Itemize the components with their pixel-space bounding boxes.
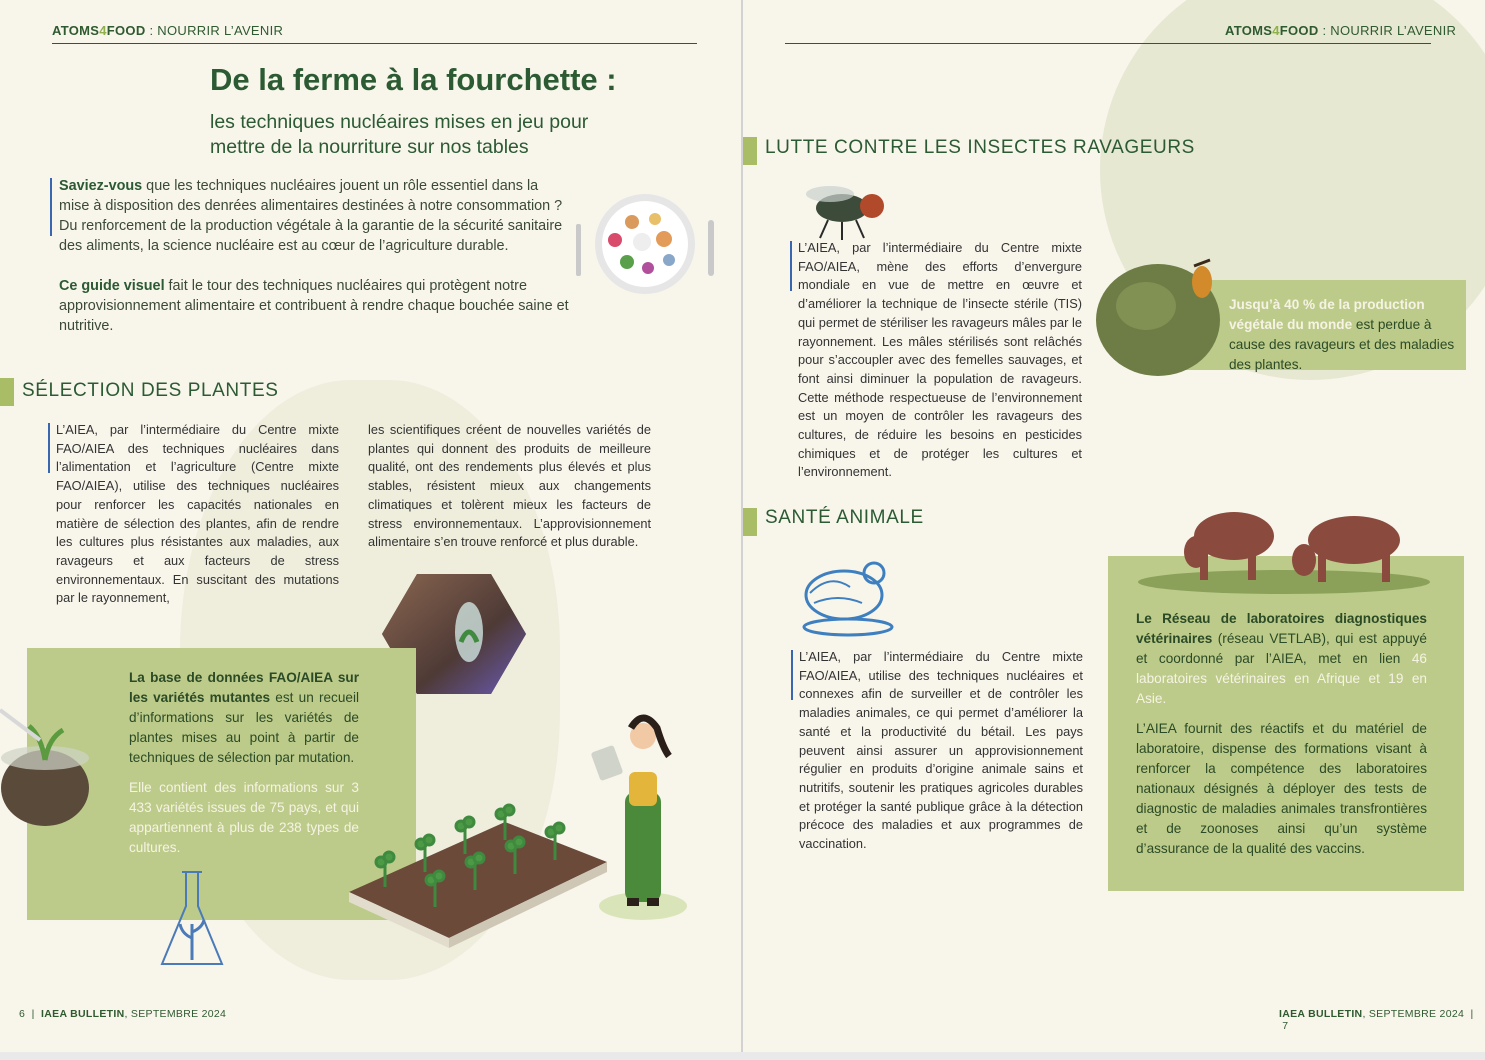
plants-accent-bar [48, 423, 50, 473]
pest-stat-text: Jusqu’à 40 % de la production végétale du monde est perdue à cause des ravageurs et des maladies des plantes. [1229, 297, 1455, 372]
folio-left: 6 | IAEA BULLETIN, SEPTEMBRE 2024 [19, 1008, 227, 1020]
hen-illustration [800, 553, 898, 639]
section-heading-plants: SÉLECTION DES PLANTES [22, 380, 279, 401]
section-heading-insects: LUTTE CONTRE LES INSECTES RAVAGEURS [765, 137, 1195, 158]
folio-right: IAEA BULLETIN, SEPTEMBRE 2024 | 7 [1279, 1008, 1474, 1032]
intro-text: Saviez-vous que les techniques nucléaires jouent un rôle essentiel dans la mise à disposition des denrées alimentaires destinées à notre consommation ? Du renforcement de la production végétale à la garantie de la sécurité sanitaire des aliments, la science nucléaire est au cœur de l’agriculture durable. Ce guide visuel fait le tour des techniques nucléaires qui protègent notre approvisionnement alimentaire et contribuent à rendre chaque bouchée saine et nutritive. [50, 176, 569, 356]
bottom-strip [0, 1052, 1485, 1060]
seedling-jar-illustration [0, 700, 96, 830]
flask-plant-icon [158, 868, 226, 972]
header-rule-left [52, 43, 697, 44]
running-header-left: ATOMS4FOOD : NOURRIR L’AVENIR [52, 23, 284, 38]
fly-illustration [798, 180, 890, 244]
animal-accent-bar [791, 650, 793, 700]
grazing-cows-illustration [1138, 500, 1438, 596]
section-marker-insects [743, 137, 757, 165]
plate-illustration [572, 192, 718, 302]
plants-text-col1: L’AIEA, par l’intermédiaire du Centre mixte FAO/AIEA des techniques nucléaires dans l’alimentation et l’agriculture (Centre mixte FAO/AIEA), utilise des techniques nucléaires pour renforcer les capacités nationales en matière de sélection des plantes, afin de rendre les cultures plus résistantes aux maladies, aux ravageurs et aux facteurs de stress environnementaux. En suscitant des mutations par le rayonnement, [56, 421, 339, 608]
running-header-right: ATOMS4FOOD : NOURRIR L’AVENIR [1225, 23, 1457, 38]
section-marker-plants [0, 378, 14, 406]
section-heading-animal: SANTÉ ANIMALE [765, 507, 924, 528]
plants-text-col2: les scientifiques créent de nouvelles variétés de plantes qui donnent des produits de meilleure qualité, ont des rendements plus élevés et plus stables, résistent mieux aux changements climatiques et tolèrent mieux les facteurs de stress environnementaux. L’approvisionnement alimentaire s’en trouve renforcé et plus durable. [368, 422, 651, 550]
insects-accent-bar [790, 241, 792, 291]
page-subtitle: les techniques nucléaires mises en jeu pour mettre de la nourriture sur nos tables [210, 111, 589, 158]
intro-accent-bar [50, 178, 52, 236]
insects-text: L’AIEA, par l’intermédiaire du Centre mixte FAO/AIEA, mène des efforts d’envergure mondiale en vue de mettre en œuvre et d’améliorer la technique de l’insecte stérile (TIS) qui permet de stériliser les ravageurs mâles par le rayonnement. Les mâles stérilisés sont relâchés pour s’accoupler avec des femelles sauvages, et font ainsi diminuer la population de ravageurs. Cette méthode respectueuse de l’environnement est un moyen de contrôler les ravageurs des cultures, de réduire les besoins en pesticides chimiques et de protéger les cultures et l’environnement. [798, 239, 1082, 482]
header-rule-right [785, 43, 1431, 44]
vetlab-text: Le Réseau de laboratoires diagnostiques vétérinaires (réseau VETLAB), qui est appuyé et coordonné par l’AIEA, met en lien 46 laboratoires vétérinaires en Afrique et 19 en Asie. L’AIEA fournit des réactifs et du matériel de laboratoire, dispense des formations visant à renforcer la compétence des laboratoires nationaux désignés à déployer des tests de diagnostic de maladies animales transfrontières et de zoonoses ainsi qu’un système d’assurance de la qualité des vaccins. [1136, 611, 1427, 856]
section-marker-animal [743, 508, 757, 536]
fruit-with-wasp-illustration [1094, 258, 1228, 378]
page-title: De la ferme à la fourchette : [210, 62, 617, 97]
mutant-database-text: La base de données FAO/AIEA sur les variétés mutantes est un recueil d’informations sur les variétés de plantes mises au point à partir de techniques de sélection par mutation. Elle contient des informations sur 3 433 variétés issues de 75 pays, et qui appartiennent à plus de 238 types de cultures. [129, 670, 359, 855]
animal-health-text: L’AIEA, par l’intermédiaire du Centre mixte FAO/AIEA, utilise des techniques nucléaires et connexes afin de surveiller et de contrôler les maladies animales, ce qui permet d’améliorer la santé et la productivité du bétail. Les pays peuvent ainsi assurer un approvisionnement régulier en produits d’origine animale sains et nutritifs, soutenir les pratiques agricoles durables et protéger la santé publique grâce à la détection précoce des maladies et aux programmes de vaccination. [799, 648, 1083, 854]
seedling-tray-farmer-illustration [345, 712, 690, 960]
